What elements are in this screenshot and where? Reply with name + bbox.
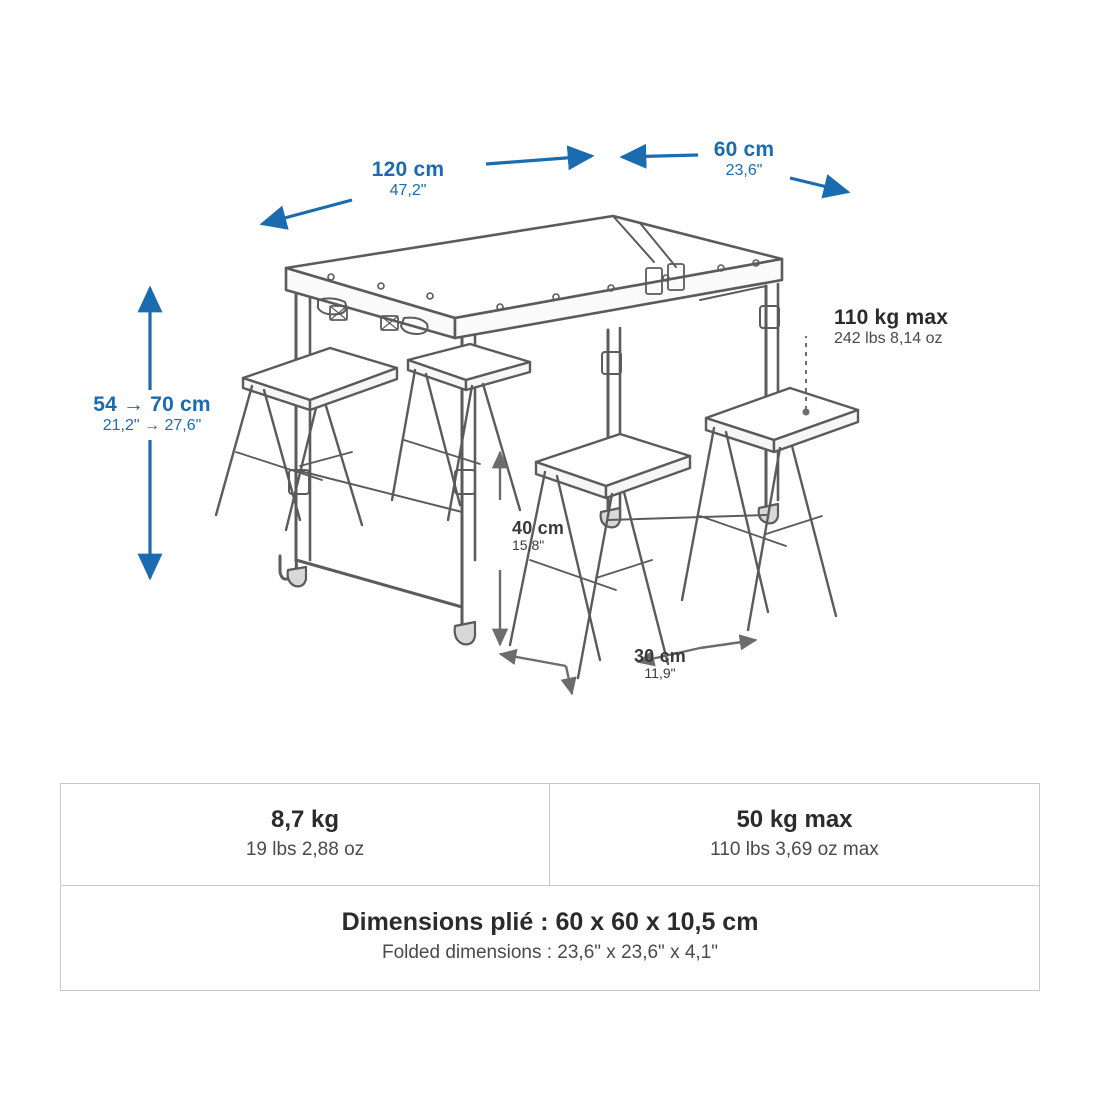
table-row bbox=[61, 886, 1039, 990]
weight-value: 8,7 kg bbox=[270, 806, 340, 833]
dimension-label-stool-height: 40 cm 15,8" bbox=[512, 518, 565, 554]
dimension-label-stool-width: 30 cm 11,9" bbox=[633, 646, 687, 682]
dimension-label-width: 60 cm 23,6" bbox=[713, 138, 775, 179]
specification-table bbox=[60, 783, 1040, 991]
dimension-label-length: 120 cm 47,2" bbox=[371, 158, 445, 199]
spec-cell-weight bbox=[61, 784, 550, 885]
spec-cell-max-load bbox=[550, 784, 1039, 885]
dimension-label-height: 54 → 70 cm 21,2" → 27,6" bbox=[93, 393, 211, 434]
table-row bbox=[61, 784, 1039, 886]
max-load-value: 50 kg max bbox=[736, 806, 853, 833]
folded-dimensions-value: Dimensions plié : 60 x 60 x 10,5 cm bbox=[341, 908, 759, 936]
max-load-value-imperial: 110 lbs 3,69 oz max bbox=[710, 839, 879, 860]
weight-value-imperial: 19 lbs 2,88 oz bbox=[245, 839, 365, 860]
spec-cell-folded-dimensions bbox=[61, 886, 1039, 990]
folded-dimensions-value-imperial: Folded dimensions : 23,6" x 23,6" x 4,1" bbox=[381, 942, 719, 963]
dimension-label-stool-load: 110 kg max 242 lbs 8,14 oz bbox=[834, 306, 949, 347]
